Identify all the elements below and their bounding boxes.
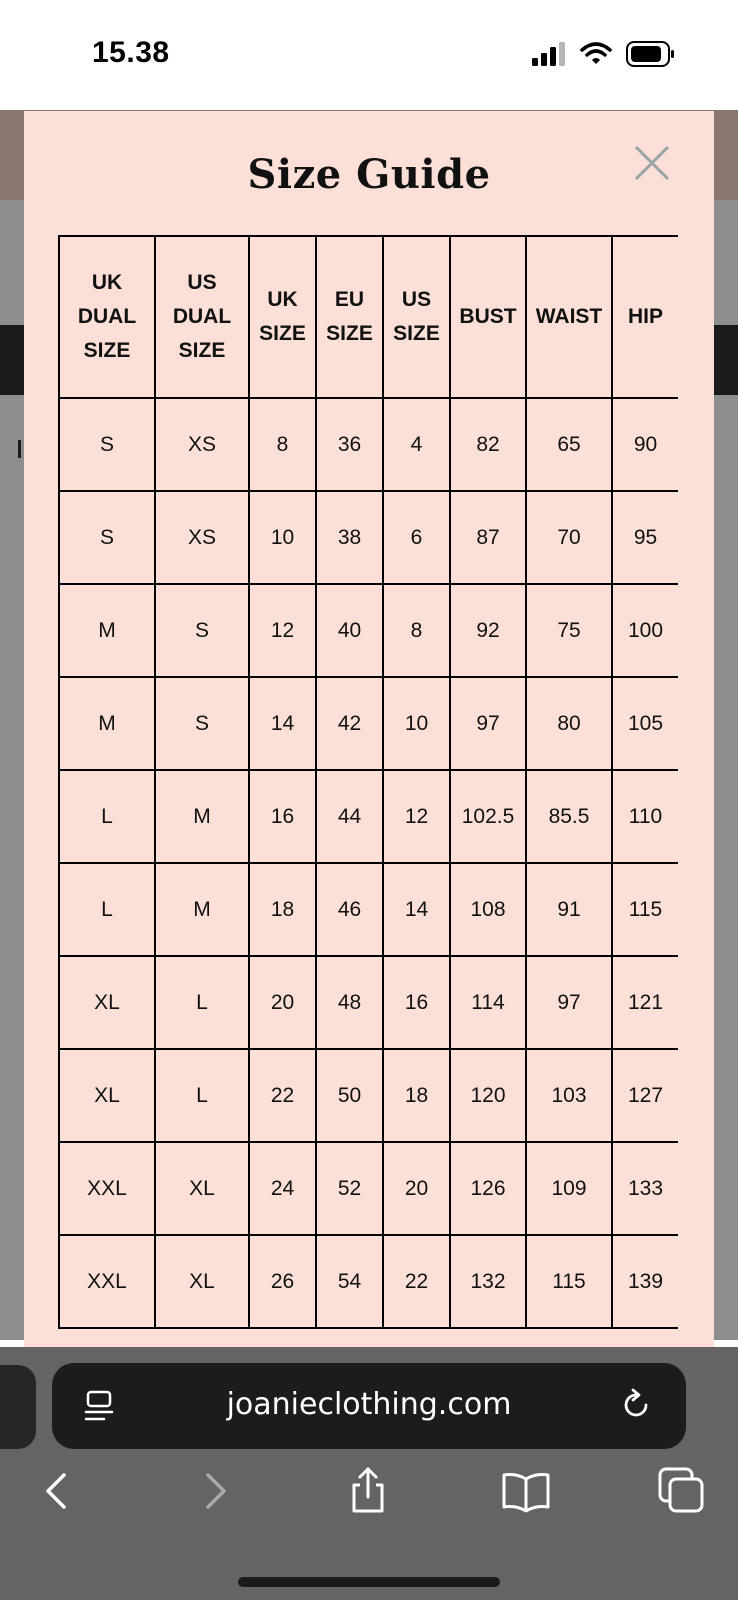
column-header-line: SIZE [393, 322, 440, 345]
table-header-row [59, 236, 678, 398]
status-bar [0, 0, 738, 110]
close-icon [632, 143, 672, 183]
table-cell: 26 [249, 1235, 316, 1328]
table-cell: 85.5 [526, 770, 612, 863]
column-header [526, 236, 612, 398]
table-cell: 44 [316, 770, 383, 863]
table-cell: M [155, 863, 249, 956]
forward-button[interactable] [188, 1465, 240, 1517]
table-cell: 50 [316, 1049, 383, 1142]
table-cell: 20 [249, 956, 316, 1049]
table-cell: XXL [59, 1235, 155, 1328]
size-table [58, 235, 678, 1329]
table-cell: 48 [316, 956, 383, 1049]
table-row [59, 1235, 678, 1328]
status-icons [532, 40, 676, 68]
table-cell: 16 [249, 770, 316, 863]
table-cell: XL [155, 1142, 249, 1235]
column-header-line: BUST [459, 305, 517, 328]
table-cell: 70 [526, 491, 612, 584]
column-header-line: SIZE [259, 322, 306, 345]
table-cell: 97 [526, 956, 612, 1049]
modal-title: Size Guide [247, 151, 491, 198]
table-cell: 24 [249, 1142, 316, 1235]
column-header [59, 236, 155, 398]
home-indicator [238, 1577, 500, 1587]
table-cell: 20 [383, 1142, 450, 1235]
column-header-line: DUAL [172, 305, 232, 328]
column-header-line: US [187, 271, 217, 294]
tab-switcher-icon [656, 1465, 708, 1517]
table-cell: M [59, 677, 155, 770]
table-cell: 42 [316, 677, 383, 770]
column-header [316, 236, 383, 398]
url-text[interactable]: joanieclothing.com [226, 1387, 512, 1422]
table-cell: 46 [316, 863, 383, 956]
column-header-line: WAIST [535, 305, 603, 328]
table-cell: 105 [612, 677, 678, 770]
table-cell: 65 [526, 398, 612, 491]
table-cell: 10 [383, 677, 450, 770]
table-cell: S [59, 491, 155, 584]
table-row [59, 1049, 678, 1142]
background-text-fragment [18, 440, 21, 458]
column-header [249, 236, 316, 398]
column-header [155, 236, 249, 398]
column-header-line: HIP [627, 305, 663, 328]
table-cell: 36 [316, 398, 383, 491]
table-cell: 22 [383, 1235, 450, 1328]
table-cell: 87 [450, 491, 526, 584]
bookmarks-button[interactable] [500, 1465, 552, 1517]
table-cell: 18 [383, 1049, 450, 1142]
signal-icon [532, 42, 566, 66]
table-cell: L [59, 770, 155, 863]
table-cell: M [59, 584, 155, 677]
back-button[interactable] [32, 1465, 84, 1517]
battery-icon [626, 41, 676, 67]
column-header-line: SIZE [326, 322, 373, 345]
table-cell: 126 [450, 1142, 526, 1235]
table-cell: XXL [59, 1142, 155, 1235]
share-icon [342, 1465, 394, 1517]
table-cell: L [155, 1049, 249, 1142]
table-cell: 12 [383, 770, 450, 863]
table-cell: 52 [316, 1142, 383, 1235]
table-cell: 109 [526, 1142, 612, 1235]
table-cell: 10 [249, 491, 316, 584]
table-cell: 108 [450, 863, 526, 956]
table-cell: 115 [612, 863, 678, 956]
table-cell: S [155, 584, 249, 677]
table-row [59, 491, 678, 584]
share-button[interactable] [342, 1465, 394, 1517]
size-guide-modal [24, 111, 714, 1347]
table-cell: XS [155, 398, 249, 491]
table-cell: 80 [526, 677, 612, 770]
column-header [450, 236, 526, 398]
table-cell: XL [59, 956, 155, 1049]
tab-switcher-button[interactable] [656, 1465, 708, 1517]
reload-icon[interactable] [618, 1387, 654, 1423]
table-cell: 8 [383, 584, 450, 677]
column-header-line: EU [334, 288, 365, 311]
table-cell: 82 [450, 398, 526, 491]
size-table-container[interactable] [58, 235, 678, 1347]
table-body [59, 398, 678, 1328]
table-cell: 132 [450, 1235, 526, 1328]
column-header-line: US [401, 288, 432, 311]
table-cell: 121 [612, 956, 678, 1049]
table-cell: 92 [450, 584, 526, 677]
table-cell: 97 [450, 677, 526, 770]
status-time: 15.38 [92, 36, 170, 69]
table-cell: 90 [612, 398, 678, 491]
column-header-line: SIZE [83, 339, 131, 362]
wifi-icon [580, 42, 612, 66]
table-row [59, 398, 678, 491]
table-cell: L [59, 863, 155, 956]
table-cell: 40 [316, 584, 383, 677]
table-row [59, 584, 678, 677]
table-cell: 14 [249, 677, 316, 770]
previous-tab-preview[interactable] [0, 1365, 36, 1449]
table-cell: S [59, 398, 155, 491]
table-cell: 103 [526, 1049, 612, 1142]
table-cell: 18 [249, 863, 316, 956]
table-cell: 95 [612, 491, 678, 584]
column-header-line: SIZE [178, 339, 226, 362]
table-cell: 139 [612, 1235, 678, 1328]
column-header-line: UK [267, 288, 298, 311]
table-cell: 6 [383, 491, 450, 584]
table-row [59, 863, 678, 956]
table-cell: 12 [249, 584, 316, 677]
browser-nav-row [0, 1465, 738, 1525]
table-cell: 22 [249, 1049, 316, 1142]
table-cell: 4 [383, 398, 450, 491]
table-cell: XS [155, 491, 249, 584]
table-cell: 127 [612, 1049, 678, 1142]
table-row [59, 1142, 678, 1235]
table-cell: S [155, 677, 249, 770]
table-cell: 8 [249, 398, 316, 491]
back-icon [32, 1465, 84, 1517]
table-cell: 14 [383, 863, 450, 956]
table-cell: 16 [383, 956, 450, 1049]
table-cell: 38 [316, 491, 383, 584]
address-bar[interactable] [52, 1363, 686, 1449]
table-cell: 102.5 [450, 770, 526, 863]
table-cell: 100 [612, 584, 678, 677]
column-header-line: DUAL [77, 305, 137, 328]
table-row [59, 770, 678, 863]
table-row [59, 956, 678, 1049]
table-cell: 133 [612, 1142, 678, 1235]
column-header-line: UK [91, 271, 123, 294]
column-header [612, 236, 678, 398]
table-cell: XL [59, 1049, 155, 1142]
table-cell: XL [155, 1235, 249, 1328]
bookmarks-icon [500, 1465, 552, 1517]
table-row [59, 677, 678, 770]
forward-icon [188, 1465, 240, 1517]
table-cell: 114 [450, 956, 526, 1049]
browser-toolbar [0, 1347, 738, 1600]
column-header [383, 236, 450, 398]
table-cell: 115 [526, 1235, 612, 1328]
table-cell: 75 [526, 584, 612, 677]
table-cell: 110 [612, 770, 678, 863]
table-cell: 120 [450, 1049, 526, 1142]
table-cell: L [155, 956, 249, 1049]
table-cell: 54 [316, 1235, 383, 1328]
table-cell: 91 [526, 863, 612, 956]
table-cell: M [155, 770, 249, 863]
close-button[interactable] [632, 143, 672, 183]
